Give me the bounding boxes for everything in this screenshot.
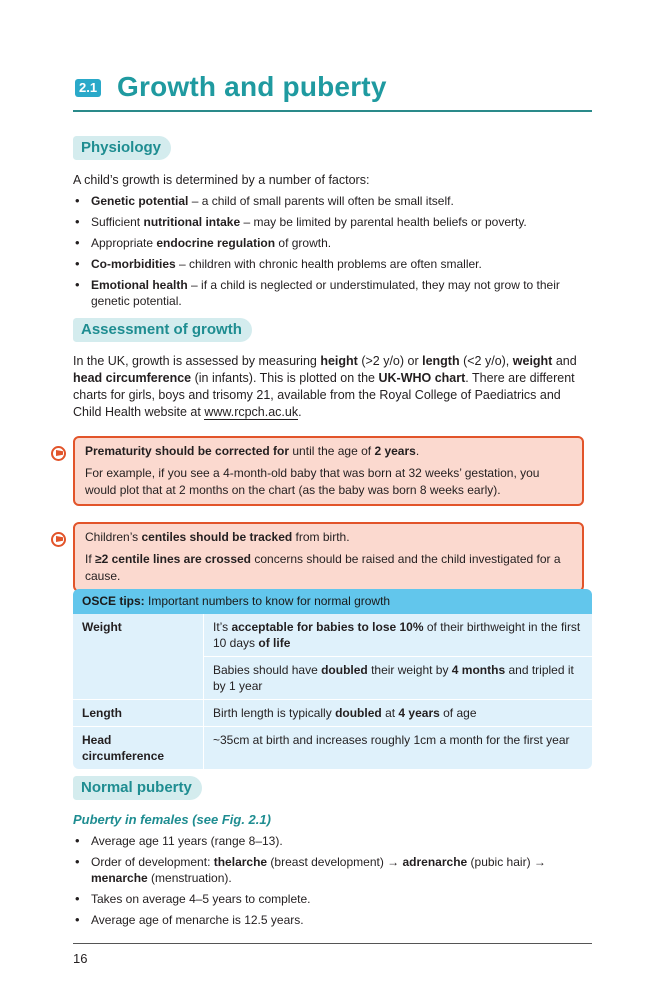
physiology-intro: A child’s growth is determined by a number of factors: bbox=[73, 173, 370, 187]
subheading-puberty-females: Puberty in females (see Fig. 2.1) bbox=[73, 812, 271, 827]
chapter-number: 2.1 bbox=[75, 79, 101, 97]
table-row bbox=[73, 614, 592, 657]
table-row bbox=[73, 700, 592, 727]
osce-tips-box bbox=[73, 589, 592, 769]
red-flag-icon bbox=[51, 446, 66, 461]
osce-table bbox=[73, 614, 592, 769]
table-cell: Babies should have doubled their weight by 4 months and tripled it by 1 year bbox=[204, 657, 593, 700]
row-label-head-circumference: Head circumference bbox=[73, 727, 204, 770]
section-heading-assessment: Assessment of growth bbox=[73, 318, 252, 342]
rcpch-link[interactable]: www.rcpch.ac.uk bbox=[204, 405, 299, 419]
list-item: • Average age 11 years (range 8–13). bbox=[73, 833, 592, 849]
table-row bbox=[73, 727, 592, 770]
list-item: • Emotional health – if a child is neglected or understimulated, they may not grow to their genetic potential. bbox=[73, 277, 592, 309]
warning-text: Prematurity should be corrected for until the age of 2 years. bbox=[85, 444, 420, 458]
warning-text: Children’s centiles should be tracked from birth. bbox=[85, 530, 350, 544]
osce-tips-header: OSCE tips: Important numbers to know for normal growth bbox=[73, 589, 592, 614]
row-label-weight: Weight bbox=[73, 614, 204, 700]
warning-box-centiles bbox=[73, 522, 584, 592]
chapter-title: Growth and puberty bbox=[117, 71, 387, 102]
chapter-header bbox=[73, 70, 592, 112]
section-heading-puberty: Normal puberty bbox=[73, 776, 202, 800]
table-cell: It’s acceptable for babies to lose 10% of their birthweight in the first 10 days of life bbox=[204, 614, 593, 657]
section-heading-physiology: Physiology bbox=[73, 136, 171, 160]
warning-text: If ≥2 centile lines are crossed concerns should be raised and the child investigated for a cause. bbox=[85, 552, 561, 583]
page-number: 16 bbox=[73, 951, 88, 966]
table-cell: ~35cm at birth and increases roughly 1cm a month for the first year bbox=[213, 733, 570, 747]
assessment-paragraph: In the UK, growth is assessed by measuring height (>2 y/o) or length (<2 y/o), weight and head circumference (in infants). This is plotted on the UK-WHO chart. There are different charts for girls, boys and trisomy 21, available from the Royal College of Paediatrics and Child Health website at www.rcpch.ac.uk. bbox=[73, 354, 577, 419]
list-item: • Average age of menarche is 12.5 years. bbox=[73, 912, 592, 928]
footer-divider bbox=[73, 943, 592, 944]
table-cell: Birth length is typically doubled at 4 years of age bbox=[204, 700, 593, 727]
list-item: • Co-morbidities – children with chronic health problems are often smaller. bbox=[73, 256, 592, 272]
puberty-list bbox=[73, 833, 592, 933]
list-item: • Order of development: thelarche (breast development) → adrenarche (pubic hair) → menarche (menstruation). bbox=[73, 854, 592, 886]
row-label-length: Length bbox=[73, 700, 204, 727]
warning-example: For example, if you see a 4-month-old baby that was born at 32 weeks’ gestation, you would plot that at 2 months on the chart (as the baby was born 8 weeks early). bbox=[85, 466, 540, 497]
warning-box-prematurity bbox=[73, 436, 584, 506]
list-item: • Sufficient nutritional intake – may be limited by parental health beliefs or poverty. bbox=[73, 214, 592, 230]
list-item: • Appropriate endocrine regulation of growth. bbox=[73, 235, 592, 251]
list-item: • Takes on average 4–5 years to complete. bbox=[73, 891, 592, 907]
physiology-list bbox=[73, 193, 592, 314]
list-item: • Genetic potential – a child of small parents will often be small itself. bbox=[73, 193, 592, 209]
red-flag-icon bbox=[51, 532, 66, 547]
